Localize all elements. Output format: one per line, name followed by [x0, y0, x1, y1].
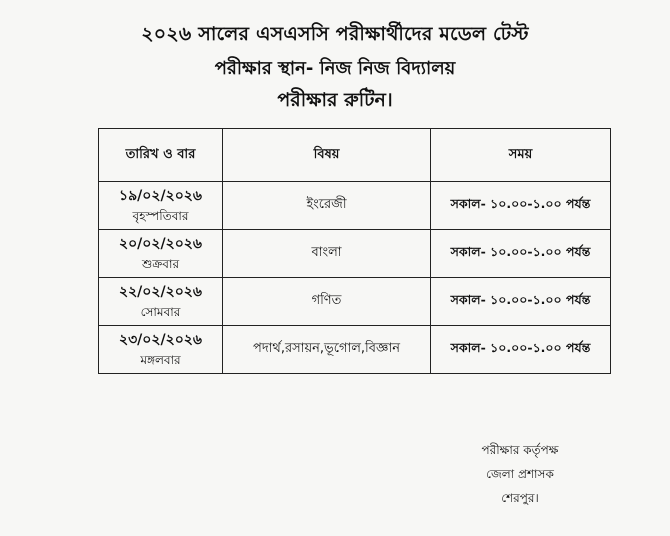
- subject-cell: ইংরেজী: [223, 182, 431, 230]
- exam-routine-table: [98, 128, 611, 374]
- date-cell: [99, 182, 223, 230]
- signature-block: [470, 438, 570, 510]
- time-cell: সকাল- ১০.০০-১.০০ পর্যন্ত: [431, 326, 611, 374]
- date-cell: [99, 278, 223, 326]
- exam-date: ২০/০২/২০২৬: [118, 235, 203, 252]
- table-header-row: [99, 129, 611, 182]
- time-cell: সকাল- ১০.০০-১.০০ পর্যন্ত: [431, 230, 611, 278]
- signature-title: জেলা প্রশাসক: [486, 467, 554, 481]
- subject-cell: পদার্থ,রসায়ন,ভূগোল,বিজ্ঞান: [223, 326, 431, 374]
- time-cell: সকাল- ১০.০০-১.০০ পর্যন্ত: [431, 182, 611, 230]
- subject-cell: গণিত: [223, 278, 431, 326]
- exam-venue: পরীক্ষার স্থান- নিজ নিজ বিদ্যালয়: [214, 58, 456, 79]
- column-header-time: সময়: [431, 129, 611, 182]
- table-row: [99, 326, 611, 374]
- notice-title: ২০২৬ সালের এসএসসি পরীক্ষার্থীদের মডেল টেস্ট: [141, 23, 529, 45]
- exam-date: ২২/০২/২০২৬: [118, 283, 203, 300]
- exam-day: শুক্রবার: [141, 256, 180, 271]
- date-cell: [99, 230, 223, 278]
- table-row: [99, 182, 611, 230]
- routine-heading: পরীক্ষার রুটিন।: [277, 89, 393, 111]
- column-header-subject: বিষয়: [223, 129, 431, 182]
- exam-date: ১৯/০২/২০২৬: [118, 187, 202, 204]
- signature-authority: পরীক্ষার কর্তৃপক্ষ: [481, 443, 559, 457]
- date-cell: [99, 326, 223, 374]
- exam-day: বৃহস্পতিবার: [132, 208, 189, 223]
- exam-day: সোমবার: [140, 304, 181, 319]
- signature-location: শেরপুর।: [501, 491, 539, 505]
- column-header-date: তারিখ ও বার: [99, 129, 223, 182]
- subject-cell: বাংলা: [223, 230, 431, 278]
- time-cell: সকাল- ১০.০০-১.০০ পর্যন্ত: [431, 278, 611, 326]
- exam-day: মঙ্গলবার: [140, 352, 181, 367]
- exam-date: ২৩/০২/২০২৬: [118, 331, 203, 348]
- table-row: [99, 278, 611, 326]
- table-row: [99, 230, 611, 278]
